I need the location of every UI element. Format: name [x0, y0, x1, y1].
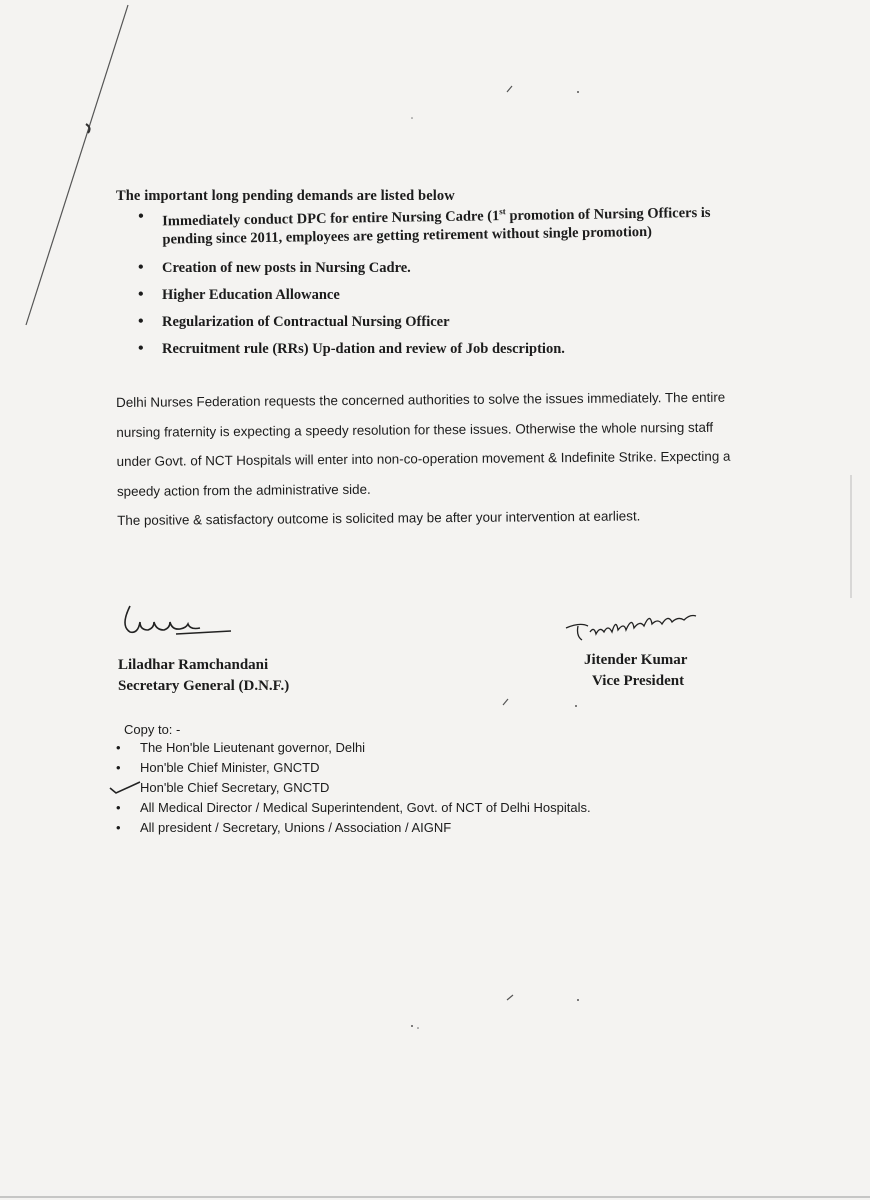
letter-body — [116, 383, 737, 536]
signatory-left-title: Secretary General (D.N.F.) — [118, 678, 290, 694]
copy-to-item: • All president / Secretary, Unions / Association / AIGNF — [114, 818, 591, 838]
copy-to-item: • The Hon'ble Lieutenant governor, Delhi — [114, 738, 591, 758]
superscript-st: st — [499, 206, 506, 217]
body-paragraph: The positive & satisfactory outcome is solicited may be after your intervention at earliest. — [117, 508, 641, 528]
signatory-left — [118, 655, 289, 697]
handwritten-tick-icon — [108, 780, 142, 796]
copy-to-list — [114, 738, 591, 838]
demand-dpc-text-b: promotion of Nursing Officers is pending since 2011, employees are getting retirement without single promotion) — [162, 204, 711, 248]
signatory-right-name: Jitender Kumar — [584, 652, 688, 668]
signatory-left-name: Liladhar Ramchandani — [118, 657, 269, 673]
demand-dpc-text-a: Immediately conduct DPC for entire Nursing Cadre (1 — [162, 208, 500, 230]
handwritten-signature-left — [116, 596, 246, 646]
demand-item: • Recruitment rule (RRs) Up-dation and review of Job description. — [136, 340, 756, 358]
copy-to-label: Copy to: - — [124, 722, 181, 737]
signatory-right — [584, 650, 687, 692]
demands-list — [136, 204, 756, 358]
demand-item: • Creation of new posts in Nursing Cadre. — [136, 259, 756, 277]
copy-to-item: • All Medical Director / Medical Superintendent, Govt. of NCT of Delhi Hospitals. — [114, 798, 591, 818]
copy-to-item-ticked — [114, 778, 591, 798]
body-paragraph: Delhi Nurses Federation requests the concerned authorities to solve the issues immediately. The entire nursing fraternity is expecting a speedy resolution for these issues. Otherwise the whole nursing staff under Govt. of NCT Hospitals will enter into non-co-operation movement & Indefinite Strike. Expecting a speedy action from the administrative side. — [116, 389, 731, 499]
copy-to-item: • Hon'ble Chief Minister, GNCTD — [114, 758, 591, 778]
demand-item: • Higher Education Allowance — [136, 286, 756, 304]
signatory-right-title: Vice President — [592, 673, 685, 689]
demand-item-dpc — [136, 198, 757, 249]
demand-item: • Regularization of Contractual Nursing Officer — [136, 313, 756, 331]
demands-heading: The important long pending demands are listed below — [116, 188, 455, 204]
handwritten-signature-right — [560, 596, 710, 646]
copy-to-item-text: Hon'ble Chief Secretary, GNCTD — [140, 780, 330, 795]
